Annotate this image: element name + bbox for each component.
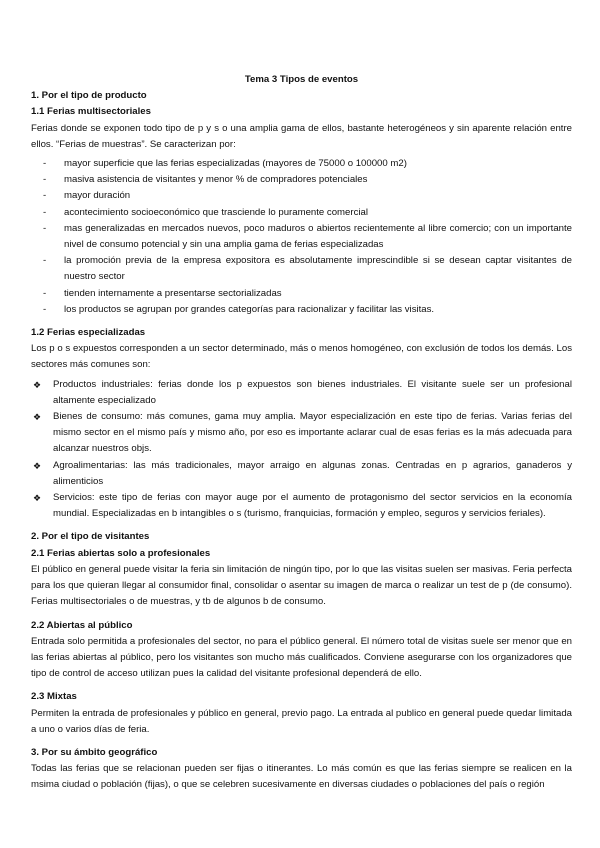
diamond-bullet-icon: ❖ — [33, 379, 42, 390]
list-item — [33, 490, 572, 522]
document-body — [31, 72, 572, 794]
section-2-2-text: Entrada solo permitida a profesionales del sector, no para el público general. El número total de visitas suele ser menor que en las ferias abiertas al público, pero los visitantes son mucho más cualificados. Conviene asegurarse con los organizadores que tipo de control de acceso utilizan pues la calidad del visitante profesional dependerá de ello. — [31, 635, 572, 680]
list-item: - mayor superficie que las ferias especializadas (mayores de 75000 o 100000 m2) — [64, 156, 572, 172]
list-item: - los productos se agrupan por grandes categorías para racionalizar y facilitar las visitas. — [64, 302, 572, 318]
section-2-heading: 2. Por el tipo de visitantes — [31, 531, 150, 543]
section-3-text: Todas las ferias que se relacionan pueden ser fijas o itinerantes. Lo más común es que las ferias siempre se realicen en la msima ciudad o población (fijas), o que se celebren sucesivamente en diversas ciudades o poblaciones del país o región — [31, 763, 572, 791]
list-item: - tienden internamente a presentarse sectorializadas — [64, 286, 572, 302]
section-3-heading: 3. Por su ámbito geográfico — [31, 746, 158, 758]
section-2-3-text: Permiten la entrada de profesionales y público en general, previo pago. La entrada al publico en general puede quedar limitada a uno o varios días de feria. — [31, 707, 572, 735]
list-item-text: Servicios: este tipo de ferias con mayor auge por el aumento de protagonismo del sector servicios en la economía mundial. Especializadas en b intangibles o s (turismo, franquicias, formación y empleo, seguros y servicios feriales). — [53, 492, 572, 520]
list-item — [33, 409, 572, 458]
list-item — [33, 377, 572, 409]
diamond-bullet-icon: ❖ — [33, 460, 42, 471]
section-1-2-heading: 1.2 Ferias especializadas — [31, 327, 146, 339]
diamond-bullet-icon: ❖ — [33, 412, 42, 423]
list-item: - mayor duración — [64, 188, 572, 204]
list-item-text: Productos industriales: ferias donde los p expuestos son bienes industriales. El visitante suele ser un profesional altamente especializado — [53, 378, 572, 406]
list-item-text: Agroalimentarias: las más tradicionales, mayor arraigo en algunas zonas. Centradas en p agrarios, ganaderos y alimenticios — [53, 459, 572, 487]
section-1-2-list — [31, 377, 572, 523]
document-title: Tema 3 Tipos de eventos — [244, 74, 359, 85]
section-2-1-text: El público en general puede visitar la feria sin limitación de ningún tipo, por lo que las visitas suelen ser masivas. Feria perfecta para los que quieran llegar al consumidor final, consolidar o asentar su imagen de marca o realizar un test de p (de consumo). Ferias multisectoriales o de muestras, y tb de algunos b de consumo. — [31, 563, 572, 608]
section-1-1-intro: Ferias donde se exponen todo tipo de p y s o una amplia gama de ellos, bastante heterogéneos y sin aparente relación entre ellos. “Ferias de muestras”. Se caracterizan por: — [31, 122, 572, 150]
section-2-1-heading: 2.1 Ferias abiertas solo a profesionales — [31, 547, 211, 559]
list-item: - masiva asistencia de visitantes y menor % de compradores potenciales — [64, 172, 572, 188]
list-item: - mas generalizadas en mercados nuevos, poco maduros o abiertos recientemente al libre comercio; con un importante nivel de consumo potencial y sin una amplia gama de ferias especializadas — [64, 221, 572, 253]
section-1-2-intro: Los p o s expuestos corresponden a un sector determinado, más o menos homogéneo, con exclusión de todos los demás. Los sectores más comunes son: — [31, 343, 572, 371]
section-2-2-heading: 2.2 Abiertas al público — [31, 619, 133, 631]
list-item — [33, 458, 572, 490]
section-1-heading: 1. Por el tipo de producto — [31, 90, 147, 102]
list-item: - acontecimiento socioeconómico que trasciende lo puramente comercial — [64, 205, 572, 221]
section-1-1-heading: 1.1 Ferias multisectoriales — [31, 106, 151, 118]
section-2-3-heading: 2.3 Mixtas — [31, 691, 77, 703]
list-item-text: Bienes de consumo: más comunes, gama muy amplia. Mayor especialización en este tipo de ferias. Varias ferias del mismo sector en el mismo país y mismo año, por eso es importante aclarar cual de esas ferias es la más adecuada para alcanzar nuestros objs. — [53, 411, 572, 455]
list-item: - la promoción previa de la empresa expositora es absolutamente imprescindible si se desean captar visitantes de nuestro sector — [64, 253, 572, 285]
section-1-1-list — [31, 156, 572, 318]
diamond-bullet-icon: ❖ — [33, 493, 42, 504]
